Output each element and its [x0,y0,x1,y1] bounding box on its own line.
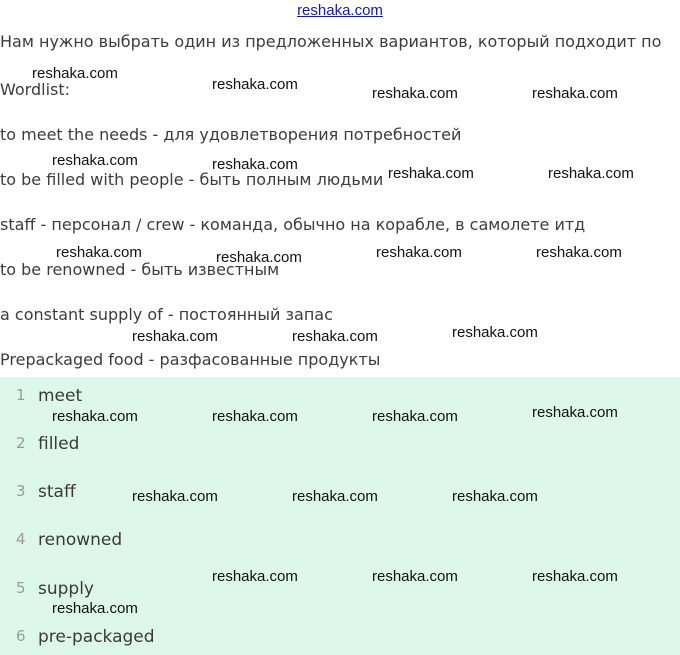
answer-number: 4 [16,530,26,548]
watermark: reshaka.com [56,244,142,261]
watermark: reshaka.com [532,85,618,102]
answer-word: pre-packaged [38,627,155,647]
answer-word: meet [38,386,83,406]
answer-number: 1 [16,386,26,404]
watermark: reshaka.com [372,408,458,425]
wordlist-item: staff - персонал / crew - команда, обычно на корабле, в самолете итд [0,215,586,234]
watermark: reshaka.com [372,568,458,585]
watermark: reshaka.com [532,404,618,421]
wordlist-item: to be renowned - быть известным [0,260,280,279]
watermark: reshaka.com [452,488,538,505]
wordlist-item: Prepackaged food - разфасованные продукты [0,350,381,369]
watermark: reshaka.com [532,568,618,585]
answer-number: 3 [16,482,26,500]
watermark: reshaka.com [452,324,538,341]
watermark: reshaka.com [52,600,138,617]
watermark: reshaka.com [212,76,298,93]
watermark: reshaka.com [536,244,622,261]
intro-text: Нам нужно выбрать один из предложенных вариантов, который подходит по [0,32,662,51]
watermark: reshaka.com [52,152,138,169]
watermark: reshaka.com [548,165,634,182]
watermark: reshaka.com [32,65,118,82]
watermark: reshaka.com [376,244,462,261]
watermark: reshaka.com [372,85,458,102]
watermark: reshaka.com [212,408,298,425]
site-link[interactable]: reshaka.com [297,2,383,19]
watermark: reshaka.com [292,488,378,505]
wordlist-item: a constant supply of - постоянный запас [0,305,333,324]
answer-word: staff [38,482,76,502]
watermark: reshaka.com [292,328,378,345]
answer-word: renowned [38,530,123,550]
answer-word: filled [38,434,80,454]
watermark: reshaka.com [212,156,298,173]
watermark: reshaka.com [52,408,138,425]
wordlist-label: Wordlist: [0,80,71,99]
answer-word: supply [38,579,94,599]
watermark: reshaka.com [212,568,298,585]
wordlist-item: to meet the needs - для удовлетворения потребностей [0,125,462,144]
watermark: reshaka.com [216,249,302,266]
watermark: reshaka.com [132,328,218,345]
watermark: reshaka.com [388,165,474,182]
wordlist-item: to be filled with people - быть полным людьми [0,170,384,189]
answer-number: 2 [16,434,26,452]
watermark: reshaka.com [132,488,218,505]
answer-number: 6 [16,627,26,645]
answer-number: 5 [16,579,26,597]
